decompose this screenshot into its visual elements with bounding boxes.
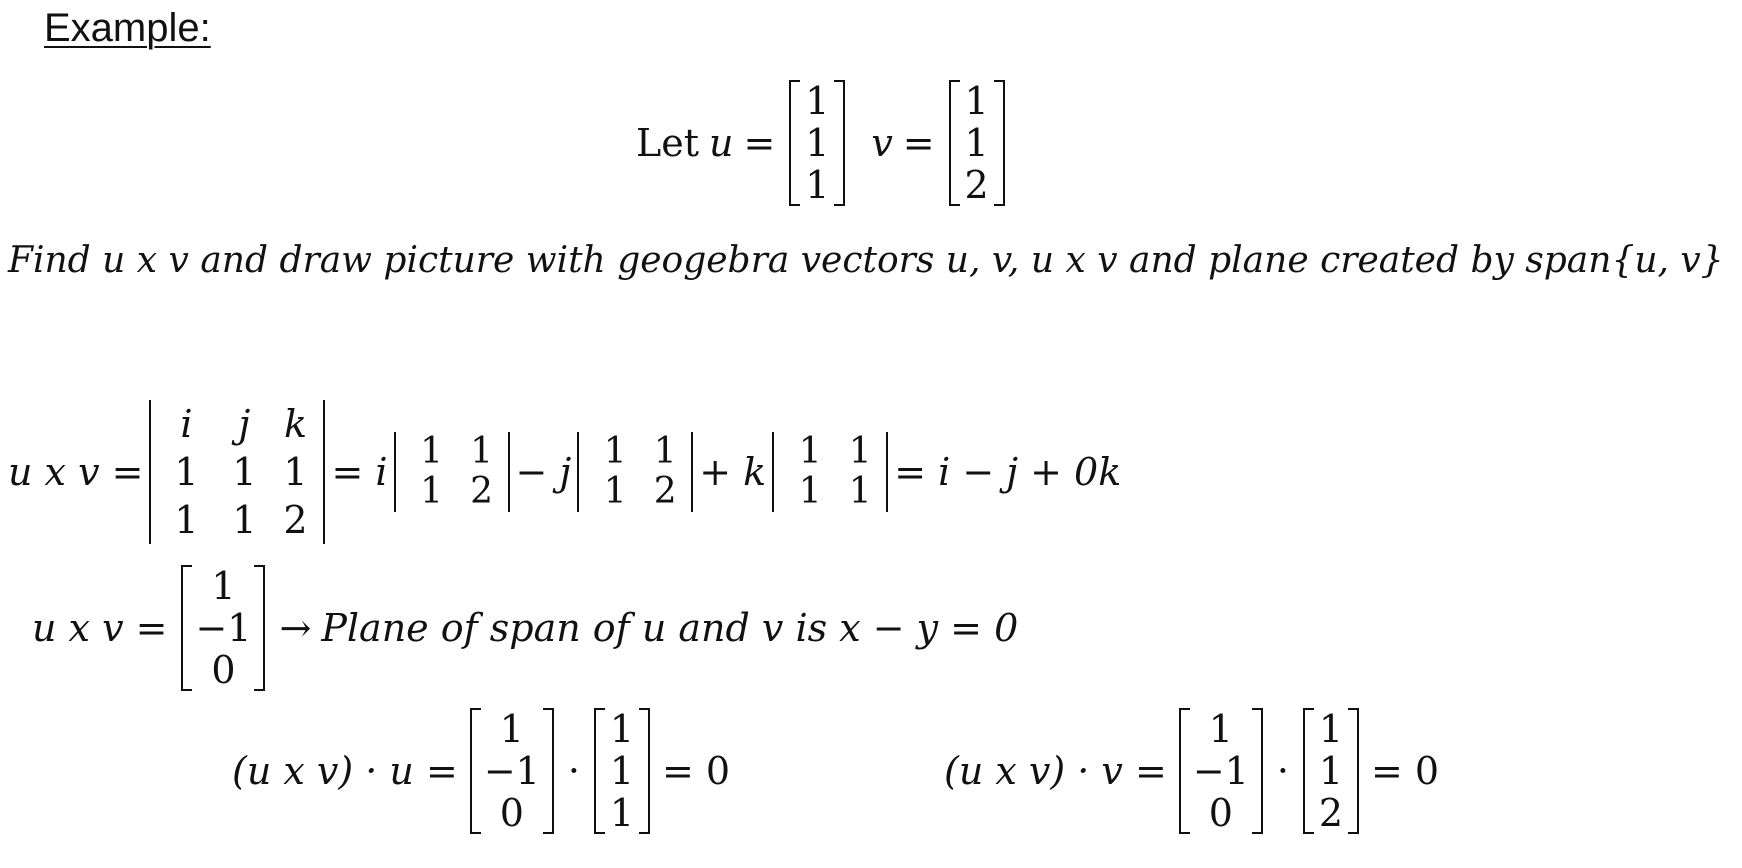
vector-entry: 1 — [1318, 707, 1344, 751]
cross-result-expression: = i − j + 0k — [894, 450, 1122, 494]
check-u — [232, 708, 730, 834]
u-vector-entry: 1 — [805, 79, 830, 123]
minor-entry: 1 — [420, 431, 443, 472]
minor-j — [577, 432, 693, 512]
minor-i — [394, 432, 510, 512]
plane-conclusion: Plane of span of u and v is x − y = 0 — [321, 606, 1019, 650]
det-entry: 1 — [174, 498, 199, 542]
v-vector-entry: 1 — [964, 121, 989, 165]
check-v-vec-a — [1179, 708, 1263, 834]
minor-entry: 1 — [603, 431, 627, 472]
op-k: + k — [699, 450, 767, 494]
check-u-vec-b — [594, 708, 650, 834]
det-entry: 2 — [283, 498, 308, 542]
v-vector — [949, 80, 1005, 206]
given-vectors — [636, 80, 1009, 206]
check-u-lhs: (u x v) · u = — [232, 749, 458, 793]
det-entry: 1 — [283, 450, 308, 494]
minor-entry: 2 — [653, 471, 677, 512]
op-j: − j — [515, 450, 572, 494]
arrow-icon: → — [279, 606, 312, 650]
minor-entry: 1 — [798, 471, 822, 512]
minor-entry: 1 — [420, 471, 443, 512]
det-entry: i — [180, 402, 193, 446]
vector-entry: 1 — [609, 749, 635, 793]
determinant-step — [8, 400, 1121, 544]
u-vector-entry: 1 — [805, 163, 830, 207]
v-name: v — [871, 121, 893, 165]
v-vector-entry: 2 — [964, 163, 989, 207]
minor-entry: 1 — [848, 471, 872, 512]
check-v-vec-b — [1303, 708, 1359, 834]
cross-vector-entry: 0 — [211, 648, 236, 692]
minor-entry: 1 — [653, 431, 677, 472]
equals-sign: = — [743, 121, 776, 165]
u-vector-entry: 1 — [805, 121, 830, 165]
vector-entry: 1 — [499, 707, 524, 751]
cross-result — [32, 565, 1018, 691]
vector-entry: 1 — [1318, 749, 1344, 793]
check-v — [944, 708, 1439, 834]
let-label: Let — [636, 121, 699, 165]
cross-vector — [181, 565, 265, 691]
minor-entry: 1 — [798, 431, 822, 472]
minor-entry: 1 — [470, 431, 493, 472]
vector-entry: 1 — [609, 707, 635, 751]
det-entry: 1 — [232, 450, 257, 494]
det-entry: j — [238, 402, 251, 446]
cross-vector-entry: 1 — [211, 564, 236, 608]
cross-lhs: u x v = — [32, 606, 168, 650]
v-vector-entry: 1 — [964, 79, 989, 123]
example-heading: Example: — [44, 6, 211, 50]
u-vector — [789, 80, 845, 206]
check-u-result: = 0 — [661, 749, 731, 793]
check-v-result: = 0 — [1370, 749, 1440, 793]
vector-entry: −1 — [483, 749, 540, 793]
det-entry: k — [283, 402, 307, 446]
check-v-lhs: (u x v) · v = — [944, 749, 1167, 793]
check-u-vec-a — [470, 708, 554, 834]
cross-lhs: u x v = — [8, 450, 144, 494]
det-entry: 1 — [232, 498, 257, 542]
vector-entry: 2 — [1318, 791, 1344, 835]
vector-entry: −1 — [1192, 749, 1249, 793]
minor-entry: 2 — [470, 471, 493, 512]
determinant-3x3 — [149, 400, 325, 544]
minor-entry: 1 — [848, 431, 872, 472]
minor-k — [772, 432, 888, 512]
vector-entry: 1 — [609, 791, 635, 835]
vector-entry: 0 — [1208, 791, 1233, 835]
vector-entry: 1 — [1208, 707, 1233, 751]
det-entry: 1 — [174, 450, 199, 494]
eq-i: = i — [331, 450, 388, 494]
u-name: u — [709, 121, 734, 165]
minor-entry: 1 — [603, 471, 627, 512]
equals-sign: = — [902, 121, 935, 165]
vector-entry: 0 — [499, 791, 524, 835]
cross-vector-entry: −1 — [195, 606, 252, 650]
dot-operator: · — [567, 749, 580, 793]
dot-operator: · — [1276, 749, 1289, 793]
task-text: Find u x v and draw picture with geogebra vectors u, v, u x v and plane created by span{u, v} — [8, 240, 1724, 281]
